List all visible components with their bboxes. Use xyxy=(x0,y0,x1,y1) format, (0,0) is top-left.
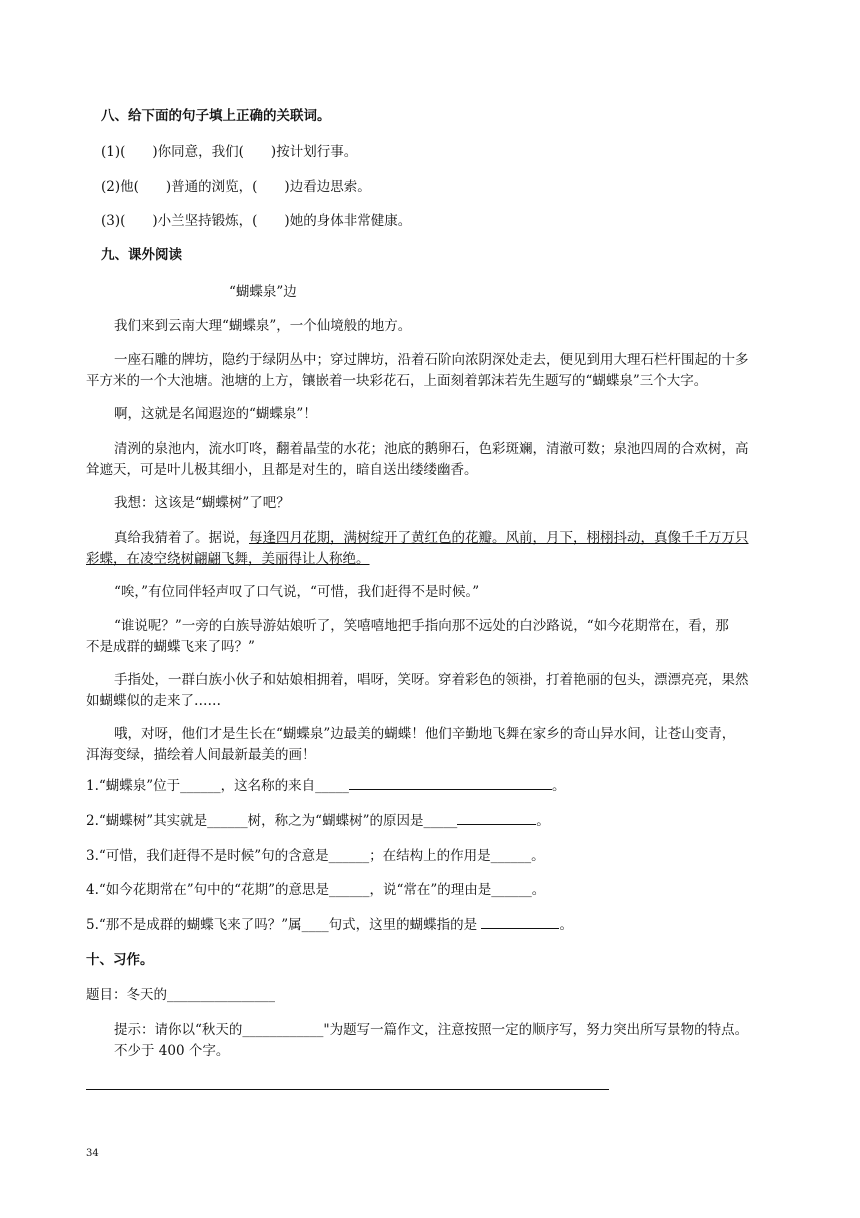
question-1 xyxy=(86,776,565,796)
passage-paragraph-6-line-1 xyxy=(114,528,749,548)
question-3: 3.“可惜，我们赶得不是时候”句的含意是______；在结构上的作用是______。 xyxy=(86,848,545,864)
question-4: 4.“如今花期常在”句中的“花期”的意思是______，说“常在”的理由是______。 xyxy=(86,882,546,898)
section8-heading: 八、给下面的句子填上正确的关联词。 xyxy=(101,108,331,124)
passage-paragraph-8-line-1: “谁说呢？”一旁的白族导游姑娘听了，笑嘻嘻地把手指向那不远处的白沙路说，“如今花期常在，看，那 xyxy=(114,618,729,634)
passage-paragraph-2-line-2: 平方米的一个大池塘。池塘的上方，镶嵌着一块彩花石，上面刻着郭沫若先生题写的“蝴蝶泉”三个大字。 xyxy=(86,373,708,389)
paragraph-6-plain: 真给我猜着了。据说， xyxy=(114,530,249,546)
passage-paragraph-10-line-2: 洱海变绿，描绘着人间最新最美的画！ xyxy=(86,747,316,763)
essay-hint-line-1: 提示：请你以“秋天的____________"为题写一篇作文，注意按照一定的顺序写，努力突出所写景物的特点。 xyxy=(114,1022,749,1038)
passage-paragraph-7: “唉，”有位同伴轻声叹了口气说，“可惜，我们赶得不是时候。” xyxy=(114,584,480,600)
question-1-text: 1.“蝴蝶泉”位于______，这名称的来自_____ xyxy=(86,778,349,794)
passage-paragraph-9-line-2: 如蝴蝶似的走来了…… xyxy=(86,693,221,709)
paragraph-6-underlined-1: 每逢四月花期，满树绽开了黄红色的花瓣。风前，月下，栩栩抖动，真像千千万万只 xyxy=(249,530,749,546)
answer-blank-2[interactable] xyxy=(457,811,536,825)
passage-paragraph-3: 啊，这就是名闻遐迩的“蝴蝶泉”！ xyxy=(114,406,317,422)
passage-paragraph-6-line-2 xyxy=(86,549,370,569)
passage-paragraph-9-line-1: 手指处，一群白族小伙子和姑娘相拥着，唱呀，笑呀。穿着彩色的领褂，打着艳丽的包头，漂漂亮亮，果然 xyxy=(114,672,749,688)
paragraph-6-underlined-2: 彩蝶，在凌空绕树翩翩飞舞，美丽得让人称绝。 xyxy=(86,551,370,567)
essay-topic: 题目：冬天的________________ xyxy=(86,987,275,1003)
passage-paragraph-10-line-1: 哦，对呀，他们才是生长在“蝴蝶泉”边最美的蝴蝶！他们辛勤地飞舞在家乡的奇山异水间，让苍山变青， xyxy=(114,726,736,742)
passage-paragraph-8-line-2: 不是成群的蝴蝶飞来了吗？” xyxy=(86,639,255,655)
essay-hint-line-2: 不少于 400 个字。 xyxy=(114,1043,230,1059)
section8-item-2: (2)他( )普通的浏览，( )边看边思索。 xyxy=(101,179,371,195)
passage-paragraph-1: 我们来到云南大理“蝴蝶泉”，一个仙境般的地方。 xyxy=(114,318,412,334)
passage-paragraph-2-line-1: 一座石雕的牌坊，隐约于绿阴丛中；穿过牌坊，沿着石阶向浓阴深处走去，便见到用大理石栏杆围起的十多 xyxy=(114,352,749,368)
section10-heading: 十、习作。 xyxy=(86,952,154,968)
question-2-end: 。 xyxy=(536,813,550,829)
section9-heading: 九、课外阅读 xyxy=(101,247,182,263)
question-2-text: 2.“蝴蝶树”其实就是______树，称之为“蝴蝶树”的原因是_____ xyxy=(86,813,458,829)
section8-item-1: (1)( )你同意，我们( )按计划行事。 xyxy=(101,144,358,160)
section8-item-3: (3)( )小兰坚持锻炼，( )她的身体非常健康。 xyxy=(101,213,412,229)
question-5-end: 。 xyxy=(559,917,573,933)
passage-paragraph-4-line-2: 耸遮天，可是叶儿极其细小，且都是对生的，暗自送出缕缕幽香。 xyxy=(86,462,478,478)
passage-title: “蝴蝶泉”边 xyxy=(229,284,297,300)
passage-paragraph-4-line-1: 清洌的泉池内，流水叮咚，翻着晶莹的水花；池底的鹅卵石，色彩斑斓，清澈可数；泉池四周的合欢树，高 xyxy=(114,441,749,457)
question-5 xyxy=(86,915,573,935)
page-number: 34 xyxy=(86,1148,99,1159)
answer-blank-5[interactable] xyxy=(481,915,559,929)
passage-paragraph-5: 我想：这该是“蝴蝶树”了吧？ xyxy=(114,495,290,511)
writing-line[interactable] xyxy=(86,1089,609,1090)
question-1-end: 。 xyxy=(551,778,566,794)
answer-blank-1[interactable] xyxy=(349,776,552,790)
question-5-text: 5.“那不是成群的蝴蝶飞来了吗？”属____句式，这里的蝴蝶指的是 xyxy=(86,917,478,933)
question-2 xyxy=(86,811,550,831)
